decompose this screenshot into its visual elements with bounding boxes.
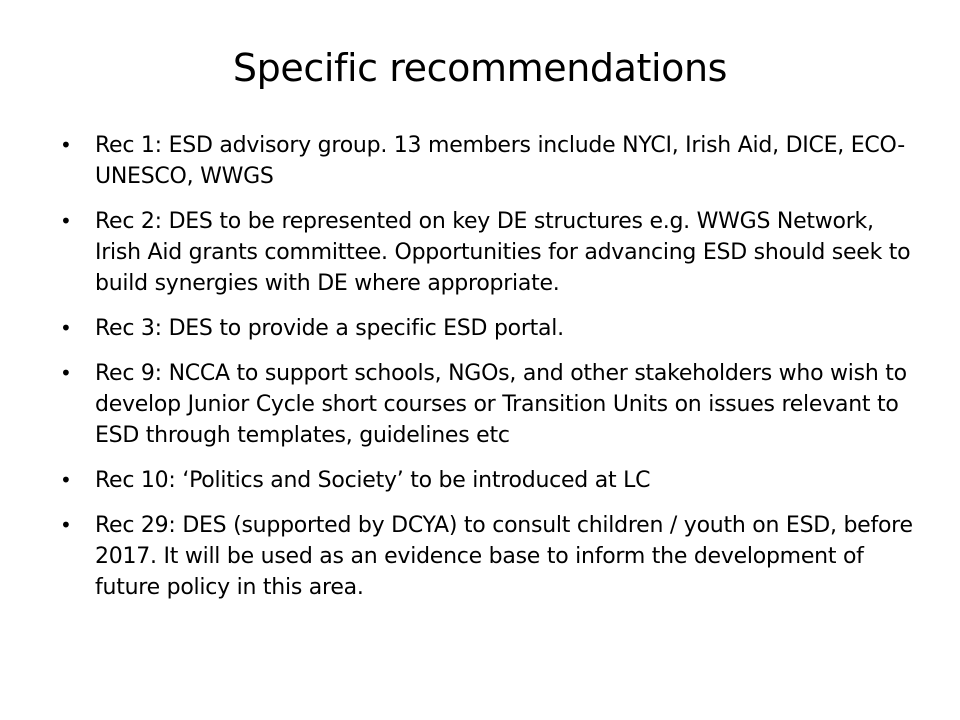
slide-title: Specific recommendations [232, 46, 728, 90]
bullet-icon: • [60, 133, 72, 157]
list-item [60, 313, 920, 344]
list-item [60, 510, 920, 603]
recommendations-list [60, 130, 920, 617]
list-item-text: Rec 10: ‘Politics and Society’ to be introduced at LC [95, 468, 651, 493]
bullet-icon: • [60, 316, 72, 340]
list-item-text: Rec 3: DES to provide a specific ESD portal. [95, 316, 564, 341]
bullet-icon: • [60, 513, 72, 537]
list-item-text: Rec 9: NCCA to support schools, NGOs, and other stakeholders who wish to develop Junior Cycle short courses or Transition Units on issues relevant to ESD through templates, guidelines etc [95, 361, 907, 448]
list-item [60, 465, 920, 496]
list-item [60, 206, 920, 299]
bullet-icon: • [60, 361, 72, 385]
list-item-text: Rec 1: ESD advisory group. 13 members include NYCI, Irish Aid, DICE, ECO-UNESCO, WWGS [95, 133, 905, 189]
list-item [60, 358, 920, 451]
bullet-icon: • [60, 209, 72, 233]
bullet-icon: • [60, 468, 72, 492]
list-item [60, 130, 920, 192]
list-item-text: Rec 2: DES to be represented on key DE structures e.g. WWGS Network, Irish Aid grants committee. Opportunities for advancing ESD should seek to build synergies with DE where appropriate. [95, 209, 911, 296]
list-item-text: Rec 29: DES (supported by DCYA) to consult children / youth on ESD, before 2017. It will be used as an evidence base to inform the development of future policy in this area. [95, 513, 913, 600]
